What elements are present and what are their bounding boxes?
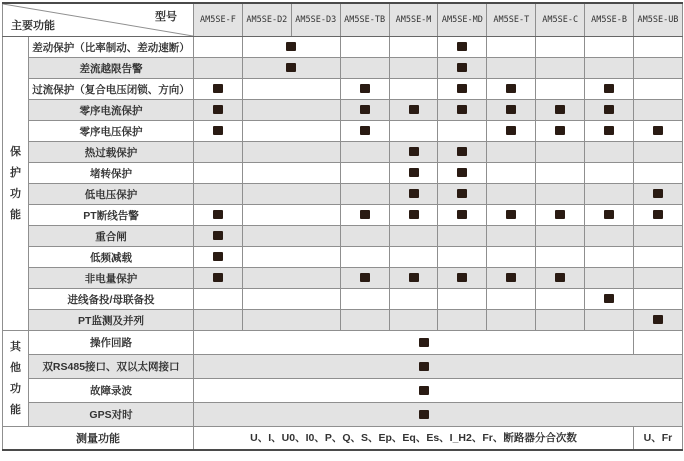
model-cell-am5se-f <box>194 226 243 247</box>
model-cell-am5se-m <box>389 37 438 58</box>
model-cell-am5se-tb <box>340 121 389 142</box>
model-cell-am5se-ub <box>634 310 683 331</box>
check-mark-icon <box>653 210 663 219</box>
check-mark-icon <box>457 63 467 72</box>
model-cell-am5se-t <box>487 58 536 79</box>
model-cell-am5se-t <box>487 121 536 142</box>
model-cell-am5se-md <box>438 247 487 268</box>
model-cell-am5se-c <box>536 268 585 289</box>
feature-row <box>3 142 683 163</box>
section-label-char: 功 <box>10 187 21 200</box>
check-mark-icon <box>604 126 614 135</box>
model-cell-am5se-f <box>194 184 243 205</box>
check-mark-icon <box>213 210 223 219</box>
model-cell-am5se-md <box>438 163 487 184</box>
check-mark-icon <box>555 126 565 135</box>
model-cell-am5se-d2-d3-merged <box>242 37 340 58</box>
model-cell-am5se-md <box>438 142 487 163</box>
model-cell-am5se-ub <box>634 226 683 247</box>
model-cell-am5se-d2-d3-merged <box>242 121 340 142</box>
model-cell-am5se-ub <box>634 163 683 184</box>
check-mark-icon <box>213 126 223 135</box>
model-cell-am5se-ub <box>634 331 683 355</box>
model-cell-am5se-md <box>438 289 487 310</box>
model-cell-am5se-ub <box>634 58 683 79</box>
model-cell-am5se-b <box>585 142 634 163</box>
model-cell-am5se-m <box>389 310 438 331</box>
model-cell-am5se-b <box>585 121 634 142</box>
section-label-protection <box>3 37 29 331</box>
model-cell-am5se-m <box>389 268 438 289</box>
model-cell-am5se-ub <box>634 142 683 163</box>
model-cell-am5se-b <box>585 268 634 289</box>
model-cell-am5se-ub <box>634 184 683 205</box>
model-header-am5se-b: AM5SE-B <box>585 3 634 37</box>
model-cell-am5se-ub <box>634 79 683 100</box>
model-cell-am5se-b <box>585 79 634 100</box>
merged-feature-cell <box>194 379 683 403</box>
model-cell-am5se-f <box>194 79 243 100</box>
check-mark-icon <box>457 168 467 177</box>
model-cell-am5se-tb <box>340 142 389 163</box>
check-mark-icon <box>604 210 614 219</box>
model-cell-am5se-m <box>389 100 438 121</box>
model-cell-am5se-m <box>389 184 438 205</box>
header-row <box>3 3 683 37</box>
model-header-am5se-t: AM5SE-T <box>487 3 536 37</box>
model-cell-am5se-tb <box>340 310 389 331</box>
model-cell-am5se-f <box>194 268 243 289</box>
model-cell-am5se-m <box>389 79 438 100</box>
model-cell-am5se-t <box>487 142 536 163</box>
model-header-am5se-m: AM5SE-M <box>389 3 438 37</box>
model-header-am5se-d2: AM5SE-D2 <box>242 3 291 37</box>
section-label-other <box>3 331 29 427</box>
model-cell-am5se-d2-d3-merged <box>242 310 340 331</box>
model-cell-am5se-tb <box>340 268 389 289</box>
feature-row <box>3 403 683 427</box>
model-cell-am5se-d2-d3-merged <box>242 142 340 163</box>
model-cell-am5se-tb <box>340 79 389 100</box>
model-cell-am5se-f <box>194 37 243 58</box>
model-cell-am5se-m <box>389 121 438 142</box>
check-mark-icon <box>419 338 429 347</box>
function-name-cell: 差动保护（比率制动、差动速断） <box>29 37 194 58</box>
check-mark-icon <box>653 315 663 324</box>
model-cell-am5se-md <box>438 184 487 205</box>
check-mark-icon <box>360 84 370 93</box>
function-name-cell: 低频减载 <box>29 247 194 268</box>
check-mark-icon <box>604 294 614 303</box>
model-cell-am5se-t <box>487 79 536 100</box>
model-cell-am5se-md <box>438 205 487 226</box>
function-name-cell: PT断线告警 <box>29 205 194 226</box>
model-cell-am5se-b <box>585 247 634 268</box>
check-mark-icon <box>506 210 516 219</box>
feature-row <box>3 379 683 403</box>
check-mark-icon <box>555 105 565 114</box>
model-cell-am5se-m <box>389 163 438 184</box>
feature-row <box>3 289 683 310</box>
model-cell-am5se-m <box>389 58 438 79</box>
model-cell-am5se-b <box>585 310 634 331</box>
model-cell-am5se-m <box>389 289 438 310</box>
check-mark-icon <box>604 84 614 93</box>
model-cell-am5se-f <box>194 121 243 142</box>
check-mark-icon <box>653 189 663 198</box>
model-cell-am5se-c <box>536 142 585 163</box>
model-cell-am5se-b <box>585 163 634 184</box>
model-cell-am5se-m <box>389 142 438 163</box>
check-mark-icon <box>457 105 467 114</box>
model-cell-am5se-tb <box>340 247 389 268</box>
model-cell-am5se-t <box>487 226 536 247</box>
model-cell-am5se-tb <box>340 205 389 226</box>
model-cell-am5se-d2-d3-merged <box>242 226 340 247</box>
check-mark-icon <box>419 362 429 371</box>
check-mark-icon <box>213 231 223 240</box>
model-cell-am5se-d2-d3-merged <box>242 184 340 205</box>
model-cell-am5se-t <box>487 163 536 184</box>
function-name-cell: 双RS485接口、双以太网接口 <box>29 355 194 379</box>
model-cell-am5se-ub <box>634 121 683 142</box>
check-mark-icon <box>457 147 467 156</box>
section-label-char: 能 <box>10 208 21 221</box>
function-name-cell: 热过载保护 <box>29 142 194 163</box>
model-cell-am5se-tb <box>340 184 389 205</box>
check-mark-icon <box>409 273 419 282</box>
model-cell-am5se-b <box>585 184 634 205</box>
check-mark-icon <box>419 386 429 395</box>
model-cell-am5se-f <box>194 247 243 268</box>
check-mark-icon <box>457 42 467 51</box>
check-mark-icon <box>457 84 467 93</box>
model-cell-am5se-b <box>585 226 634 247</box>
check-mark-icon <box>409 168 419 177</box>
model-cell-am5se-tb <box>340 226 389 247</box>
model-cell-am5se-tb <box>340 58 389 79</box>
model-cell-am5se-c <box>536 310 585 331</box>
model-cell-am5se-f <box>194 205 243 226</box>
check-mark-icon <box>457 189 467 198</box>
model-cell-am5se-t <box>487 247 536 268</box>
check-mark-icon <box>419 410 429 419</box>
model-cell-am5se-ub <box>634 205 683 226</box>
model-cell-am5se-c <box>536 247 585 268</box>
model-cell-am5se-d2-d3-merged <box>242 100 340 121</box>
check-mark-icon <box>213 105 223 114</box>
model-cell-am5se-d2-d3-merged <box>242 247 340 268</box>
model-cell-am5se-md <box>438 100 487 121</box>
feature-row <box>3 205 683 226</box>
model-cell-am5se-c <box>536 226 585 247</box>
model-header-am5se-md: AM5SE-MD <box>438 3 487 37</box>
model-cell-am5se-b <box>585 289 634 310</box>
check-mark-icon <box>409 189 419 198</box>
check-mark-icon <box>409 210 419 219</box>
model-cell-am5se-md <box>438 58 487 79</box>
check-mark-icon <box>360 126 370 135</box>
model-cell-am5se-t <box>487 310 536 331</box>
model-cell-am5se-f <box>194 58 243 79</box>
feature-row <box>3 268 683 289</box>
function-name-cell: 重合闸 <box>29 226 194 247</box>
check-mark-icon <box>555 210 565 219</box>
check-mark-icon <box>286 42 296 51</box>
model-cell-am5se-b <box>585 58 634 79</box>
model-cell-am5se-md <box>438 226 487 247</box>
check-mark-icon <box>653 126 663 135</box>
feature-rows-body <box>3 37 683 427</box>
check-mark-icon <box>457 273 467 282</box>
model-cell-am5se-d2-d3-merged <box>242 58 340 79</box>
model-header-am5se-d3: AM5SE-D3 <box>291 3 340 37</box>
model-cell-am5se-m <box>389 205 438 226</box>
model-cell-am5se-t <box>487 184 536 205</box>
model-cell-am5se-t <box>487 289 536 310</box>
model-header-am5se-ub: AM5SE-UB <box>634 3 683 37</box>
check-mark-icon <box>286 63 296 72</box>
model-cell-am5se-c <box>536 58 585 79</box>
model-cell-am5se-c <box>536 100 585 121</box>
merged-feature-cell <box>194 355 683 379</box>
corner-main-function-label: 主要功能 <box>11 19 55 32</box>
model-cell-am5se-f <box>194 163 243 184</box>
model-cell-am5se-f <box>194 100 243 121</box>
model-cell-am5se-md <box>438 268 487 289</box>
feature-row <box>3 355 683 379</box>
merged-feature-cell <box>194 403 683 427</box>
model-cell-am5se-t <box>487 100 536 121</box>
measurement-ub-values-cell: U、Fr <box>634 427 683 450</box>
model-cell-am5se-b <box>585 100 634 121</box>
model-cell-am5se-b <box>585 37 634 58</box>
function-name-cell: PT监测及并列 <box>29 310 194 331</box>
model-cell-am5se-f <box>194 289 243 310</box>
function-name-cell: 低电压保护 <box>29 184 194 205</box>
check-mark-icon <box>506 84 516 93</box>
corner-header-cell <box>3 3 194 37</box>
check-mark-icon <box>604 105 614 114</box>
model-cell-am5se-c <box>536 37 585 58</box>
feature-row <box>3 163 683 184</box>
model-cell-am5se-c <box>536 79 585 100</box>
model-cell-am5se-ub <box>634 268 683 289</box>
check-mark-icon <box>360 273 370 282</box>
model-cell-am5se-d2-d3-merged <box>242 79 340 100</box>
model-cell-am5se-c <box>536 163 585 184</box>
feature-row <box>3 226 683 247</box>
measurement-body <box>3 427 683 450</box>
model-cell-am5se-tb <box>340 100 389 121</box>
model-cell-am5se-md <box>438 310 487 331</box>
model-cell-am5se-b <box>585 205 634 226</box>
model-cell-am5se-d2-d3-merged <box>242 163 340 184</box>
model-cell-am5se-c <box>536 205 585 226</box>
function-name-cell: 故障录波 <box>29 379 194 403</box>
corner-model-label: 型号 <box>155 10 177 23</box>
model-cell-am5se-f <box>194 310 243 331</box>
model-cell-am5se-ub <box>634 289 683 310</box>
model-cell-am5se-c <box>536 184 585 205</box>
section-label-char: 能 <box>10 403 21 416</box>
model-cell-am5se-t <box>487 37 536 58</box>
measurement-label-cell: 测量功能 <box>3 427 194 450</box>
function-name-cell: 差流越限告警 <box>29 58 194 79</box>
function-name-cell: 进线备投/母联备投 <box>29 289 194 310</box>
model-cell-am5se-m <box>389 247 438 268</box>
model-cell-am5se-md <box>438 37 487 58</box>
model-cell-am5se-m <box>389 226 438 247</box>
section-label-char: 功 <box>10 382 21 395</box>
model-cell-am5se-md <box>438 79 487 100</box>
feature-row <box>3 331 683 355</box>
check-mark-icon <box>506 273 516 282</box>
feature-row <box>3 184 683 205</box>
measurement-values-cell: U、I、U0、I0、P、Q、S、Ep、Eq、Es、I_H2、Fr、断路器分合次数 <box>194 427 634 450</box>
feature-row <box>3 37 683 58</box>
model-cell-am5se-ub <box>634 100 683 121</box>
model-cell-am5se-tb <box>340 163 389 184</box>
table-header <box>3 3 683 37</box>
model-header-am5se-f: AM5SE-F <box>194 3 243 37</box>
check-mark-icon <box>506 105 516 114</box>
section-label-char: 其 <box>10 340 21 353</box>
section-label-char: 他 <box>10 361 21 374</box>
model-cell-am5se-ub <box>634 37 683 58</box>
function-name-cell: 操作回路 <box>29 331 194 355</box>
measurement-row <box>3 427 683 450</box>
model-cell-am5se-c <box>536 289 585 310</box>
model-cell-am5se-d2-d3-merged <box>242 205 340 226</box>
model-cell-am5se-d2-d3-merged <box>242 289 340 310</box>
check-mark-icon <box>506 126 516 135</box>
section-label-char: 保 <box>10 145 21 158</box>
function-name-cell: 堵转保护 <box>29 163 194 184</box>
model-cell-am5se-f <box>194 142 243 163</box>
model-cell-am5se-t <box>487 205 536 226</box>
function-name-cell: 非电量保护 <box>29 268 194 289</box>
model-cell-am5se-tb <box>340 37 389 58</box>
check-mark-icon <box>213 273 223 282</box>
feature-row <box>3 58 683 79</box>
function-name-cell: 零序电压保护 <box>29 121 194 142</box>
model-cell-am5se-t <box>487 268 536 289</box>
merged-feature-cell <box>194 331 634 355</box>
model-cell-am5se-md <box>438 121 487 142</box>
function-comparison-table <box>2 2 683 451</box>
function-name-cell: 零序电流保护 <box>29 100 194 121</box>
feature-row <box>3 121 683 142</box>
function-name-cell: GPS对时 <box>29 403 194 427</box>
check-mark-icon <box>409 147 419 156</box>
model-cell-am5se-tb <box>340 289 389 310</box>
feature-row <box>3 247 683 268</box>
model-header-am5se-c: AM5SE-C <box>536 3 585 37</box>
feature-row <box>3 100 683 121</box>
model-cell-am5se-ub <box>634 247 683 268</box>
check-mark-icon <box>360 105 370 114</box>
model-cell-am5se-d2-d3-merged <box>242 268 340 289</box>
model-cell-am5se-c <box>536 121 585 142</box>
feature-row <box>3 79 683 100</box>
check-mark-icon <box>213 84 223 93</box>
function-name-cell: 过流保护（复合电压闭锁、方向） <box>29 79 194 100</box>
check-mark-icon <box>213 252 223 261</box>
check-mark-icon <box>360 210 370 219</box>
model-header-am5se-tb: AM5SE-TB <box>340 3 389 37</box>
check-mark-icon <box>457 210 467 219</box>
feature-row <box>3 310 683 331</box>
check-mark-icon <box>409 105 419 114</box>
section-label-char: 护 <box>10 166 21 179</box>
check-mark-icon <box>555 273 565 282</box>
